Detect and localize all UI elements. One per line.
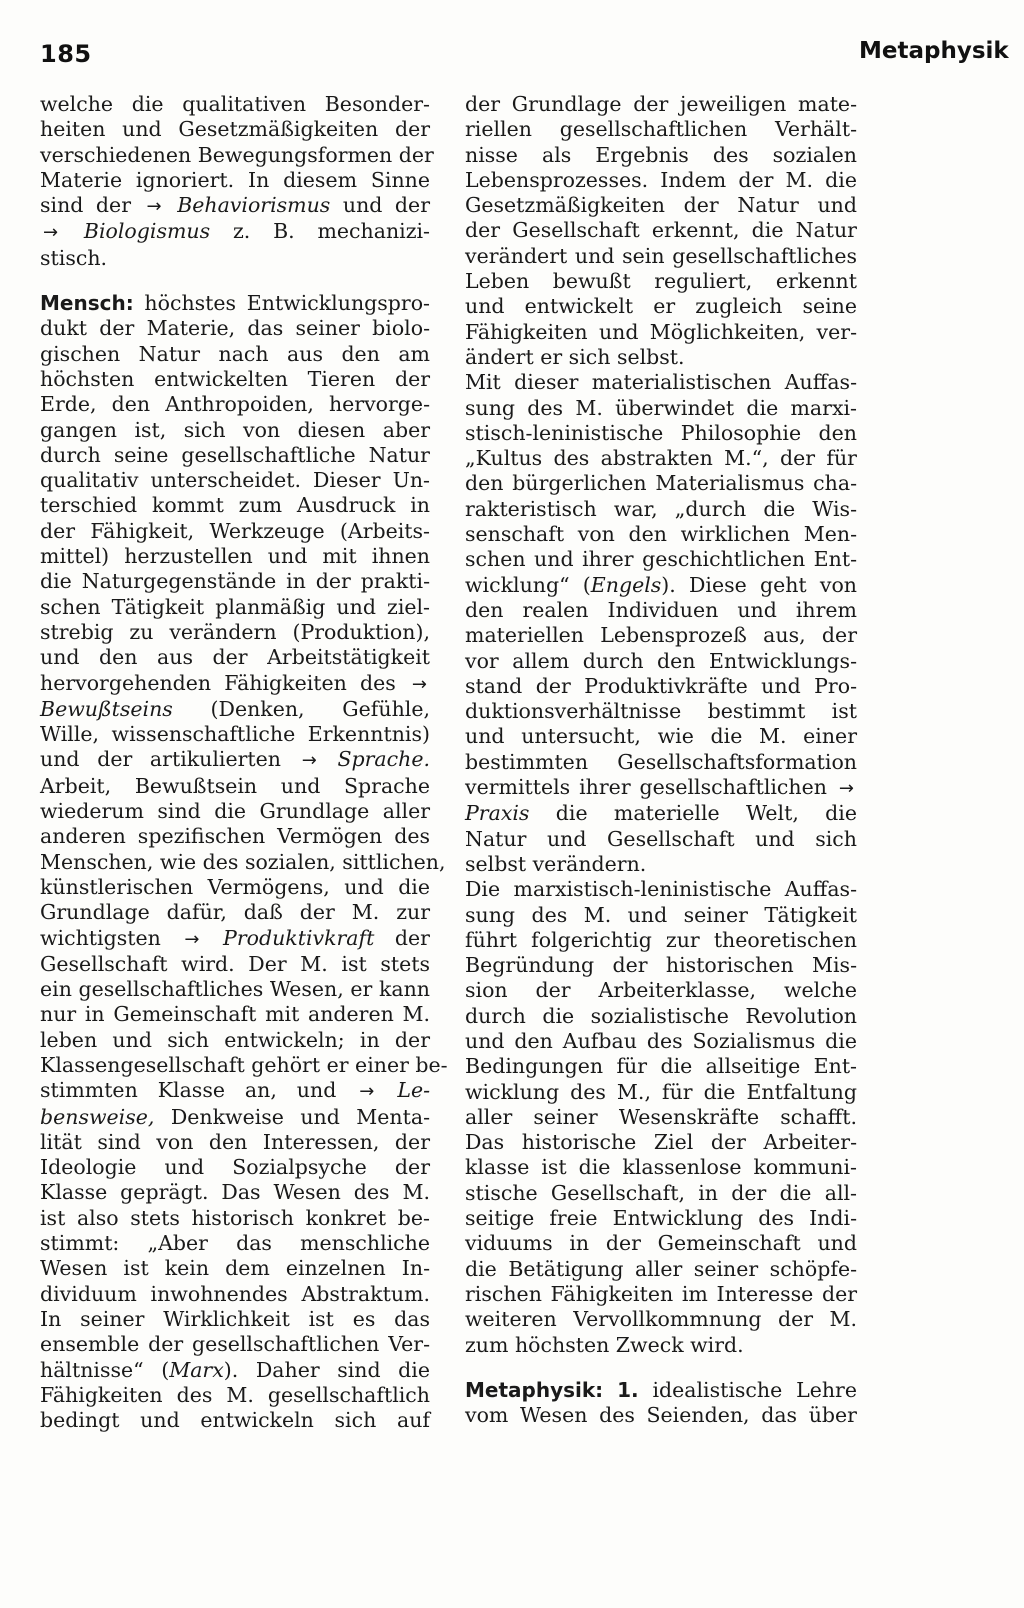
text-line: wichtigsten → Produktivkraft der: [40, 926, 430, 952]
text-line: Begründung der historischen Mis-: [465, 953, 857, 978]
text-line: Klassengesellschaft gehört er einer be-: [40, 1052, 448, 1077]
text-line: duktionsverhältnisse bestimmt ist: [465, 699, 857, 724]
text-line: Klasse geprägt. Das Wesen des M.: [40, 1180, 430, 1205]
paragraph: [465, 370, 857, 877]
cross-reference-link[interactable]: Marx: [169, 1357, 224, 1382]
text-line: Mit dieser materialistischen Auffas-: [465, 370, 857, 395]
text-line: mittel) herzustellen und mit ihnen: [40, 544, 430, 569]
entry-mensch-continued: [465, 92, 857, 370]
text-line: hervorgehenden Fähigkeiten des →: [40, 671, 430, 697]
text-line: senschaft von den wirklichen Men-: [465, 522, 857, 547]
text-line: Gesellschaft wird. Der M. ist stets: [40, 951, 430, 976]
text-line: die Naturgegenstände in der prakti-: [40, 569, 430, 594]
page-number: 185: [40, 40, 92, 68]
text-line: nisse als Ergebnis des sozialen: [465, 142, 857, 167]
entry-metaphysik: [465, 1378, 857, 1429]
cross-reference-arrow-icon: →: [184, 928, 200, 950]
text-line: wiederum sind die Grundlage aller: [40, 799, 430, 824]
text-line: den bürgerlichen Materialismus cha-: [465, 471, 857, 496]
text-line: rakteristisch war, „durch die Wis-: [465, 496, 857, 521]
text-line: Leben bewußt reguliert, erkennt: [465, 269, 857, 294]
text-line: vom Wesen des Seienden, das über: [465, 1403, 857, 1428]
text-line: schen Tätigkeit planmäßig und ziel-: [40, 594, 430, 619]
text-line: sind der → Behaviorismus und der: [40, 193, 430, 219]
text-line: gangen ist, sich von diesen aber: [40, 417, 430, 442]
sense-number: 1.: [617, 1377, 639, 1402]
text-line: lität sind von den Interessen, der: [40, 1129, 430, 1154]
text-line: und den aus der Arbeitstätigkeit: [40, 645, 430, 670]
text-line: ein gesellschaftliches Wesen, er kann: [40, 977, 430, 1002]
text-line: Fähigkeiten und Möglichkeiten, ver-: [465, 319, 857, 344]
text-line: bestimmten Gesellschaftsformation: [465, 749, 857, 774]
text-line: Lebensprozesses. Indem der M. die: [465, 167, 857, 192]
text-line: der Gesellschaft erkennt, die Natur: [465, 218, 857, 243]
text-line: selbst verändern.: [465, 851, 647, 876]
text-line: leben und sich entwickeln; in der: [40, 1027, 430, 1052]
text-line: Das historische Ziel der Arbeiter-: [465, 1130, 857, 1155]
text-line: höchsten entwickelten Tieren der: [40, 366, 430, 391]
entry-headword: Mensch:: [40, 291, 134, 316]
cross-reference-link[interactable]: Produktivkraft: [223, 925, 375, 950]
text-line: schen und ihrer geschichtlichen Ent-: [465, 547, 857, 572]
text-line: stand der Produktivkräfte und Pro-: [465, 673, 857, 698]
text-line: stisch.: [40, 245, 108, 270]
paragraph: [465, 877, 857, 1358]
text-line: zum höchsten Zweck wird.: [465, 1332, 744, 1357]
text-line: stische Gesellschaft, in der die all-: [465, 1180, 857, 1205]
text-line: durch die sozialistische Revolution: [465, 1003, 857, 1028]
text-line: rischen Fähigkeiten im Interesse der: [465, 1281, 857, 1306]
running-head: Metaphysik: [859, 38, 1009, 64]
text-line: bensweise, Denkweise und Menta-: [40, 1104, 430, 1129]
text-line: qualitativ unterscheidet. Dieser Un-: [40, 468, 430, 493]
text-line: Metaphysik: 1. idealistische Lehre: [465, 1377, 857, 1402]
cross-reference-link[interactable]: bensweise,: [40, 1104, 155, 1129]
text-line: terschied kommt zum Ausdruck in: [40, 493, 430, 518]
text-line: Grundlage dafür, daß der M. zur: [40, 900, 430, 925]
text-line: strebig zu verändern (Produktion),: [40, 619, 430, 644]
text-line: seitige freie Entwicklung des Indi-: [465, 1206, 857, 1231]
text-line: aller seiner Wesenskräfte schafft.: [465, 1104, 857, 1129]
text-line: wicklung des M., für die Entfaltung: [465, 1079, 857, 1104]
text-line: Praxis die materielle Welt, die: [465, 801, 857, 826]
text-line: stimmten Klasse an, und → Le-: [40, 1078, 430, 1104]
cross-reference-arrow-icon: →: [359, 1081, 375, 1103]
cross-reference-link[interactable]: Sprache.: [337, 747, 430, 772]
text-line: verändert und sein gesellschaftliches: [465, 243, 857, 268]
text-line: Mensch: höchstes Entwicklungspro-: [40, 291, 430, 316]
text-line: Erde, den Anthropoiden, hervorge-: [40, 392, 430, 417]
text-line: stisch-leninistische Philosophie den: [465, 420, 857, 445]
text-line: welche die qualitativen Besonder-: [40, 92, 430, 116]
text-line: hältnisse“ (Marx). Daher sind die: [40, 1357, 430, 1382]
text-line: ist also stets historisch konkret be-: [40, 1205, 430, 1230]
text-line: Bewußtseins (Denken, Gefühle,: [40, 696, 430, 721]
cross-reference-link[interactable]: Bewußtseins: [40, 696, 173, 721]
text-line: Ideologie und Sozialpsyche der: [40, 1155, 430, 1180]
cross-reference-arrow-icon: →: [146, 196, 162, 218]
text-line: der Fähigkeit, Werkzeuge (Arbeits-: [40, 518, 430, 543]
text-line: dividuum inwohnendes Abstraktum.: [40, 1281, 430, 1306]
text-line: weiteren Vervollkommnung der M.: [465, 1307, 857, 1332]
text-line: der Grundlage der jeweiligen mate-: [465, 92, 857, 116]
cross-reference-arrow-icon: →: [838, 778, 854, 800]
cross-reference-arrow-icon: →: [411, 673, 427, 695]
text-line: wicklung“ (Engels). Diese geht von: [465, 572, 857, 597]
text-line: Wille, wissenschaftliche Erkenntnis): [40, 722, 430, 747]
text-line: ändert er sich selbst.: [465, 344, 685, 369]
text-line: stimmt: „Aber das menschliche: [40, 1231, 430, 1256]
entry-headword: Metaphysik:: [465, 1377, 604, 1402]
text-line: Gesetzmäßigkeiten der Natur und: [465, 193, 857, 218]
text-line: die Betätigung aller seiner schöpfe-: [465, 1256, 857, 1281]
left-column: [40, 92, 448, 1433]
text-line: viduums in der Gemeinschaft und: [465, 1231, 857, 1256]
text-line: und entwickelt er zugleich seine: [465, 294, 857, 319]
text-line: verschiedenen Bewegungsformen der: [40, 142, 434, 167]
text-line: materiellen Lebensprozeß aus, der: [465, 623, 857, 648]
text-line: vor allem durch den Entwicklungs-: [465, 648, 857, 673]
text-line: sung des M. überwindet die marxi-: [465, 395, 857, 420]
text-line: Die marxistisch-leninistische Auffas-: [465, 877, 857, 902]
entry-continuation: [40, 92, 434, 271]
text-line: vermittels ihrer gesellschaftlichen →: [465, 775, 857, 801]
cross-reference-link[interactable]: Le-: [397, 1078, 430, 1103]
text-line: anderen spezifischen Vermögen des: [40, 824, 430, 849]
text-line: Materie ignoriert. In diesem Sinne: [40, 167, 430, 192]
text-line: bedingt und entwickeln sich auf: [40, 1408, 430, 1433]
text-line: → Biologismus z. B. mechanizi-: [40, 219, 430, 245]
text-line: dukt der Materie, das seiner biolo-: [40, 316, 430, 341]
entry-mensch: [40, 291, 448, 1433]
text-line: den realen Individuen und ihrem: [465, 597, 857, 622]
text-line: gischen Natur nach aus den am: [40, 341, 430, 366]
text-line: Wesen ist kein dem einzelnen In-: [40, 1256, 430, 1281]
cross-reference-link[interactable]: Biologismus: [83, 219, 211, 244]
cross-reference-link[interactable]: Engels: [590, 572, 662, 597]
text-line: und den Aufbau des Sozialismus die: [465, 1028, 857, 1053]
text-line: In seiner Wirklichkeit ist es das: [40, 1306, 430, 1331]
text-line: und der artikulierten → Sprache.: [40, 747, 430, 773]
cross-reference-arrow-icon: →: [301, 750, 317, 772]
text-line: Arbeit, Bewußtsein und Sprache: [40, 773, 430, 798]
text-line: und untersucht, wie die M. einer: [465, 724, 857, 749]
cross-reference-arrow-icon: →: [43, 222, 59, 244]
cross-reference-link[interactable]: Praxis: [465, 801, 530, 826]
text-line: künstlerischen Vermögens, und die: [40, 874, 430, 899]
text-line: heiten und Gesetzmäßigkeiten der: [40, 117, 430, 142]
text-line: Menschen, wie des sozialen, sittlichen,: [40, 849, 446, 874]
text-line: Fähigkeiten des M. gesellschaftlich: [40, 1382, 430, 1407]
text-line: sion der Arbeiterklasse, welche: [465, 978, 857, 1003]
cross-reference-link[interactable]: Behaviorismus: [177, 193, 331, 218]
text-line: führt folgerichtig zur theoretischen: [465, 927, 857, 952]
text-line: „Kultus des abstrakten M.“, der für: [465, 446, 857, 471]
text-line: Natur und Gesellschaft und sich: [465, 826, 857, 851]
text-line: durch seine gesellschaftliche Natur: [40, 442, 430, 467]
text-line: sung des M. und seiner Tätigkeit: [465, 902, 857, 927]
text-line: ensemble der gesellschaftlichen Ver-: [40, 1332, 430, 1357]
text-line: riellen gesellschaftlichen Verhält-: [465, 117, 857, 142]
text-line: Bedingungen für die allseitige Ent-: [465, 1054, 857, 1079]
right-column: [465, 92, 857, 1428]
text-line: klasse ist die klassenlose kommuni-: [465, 1155, 857, 1180]
text-line: nur in Gemeinschaft mit anderen M.: [40, 1002, 430, 1027]
